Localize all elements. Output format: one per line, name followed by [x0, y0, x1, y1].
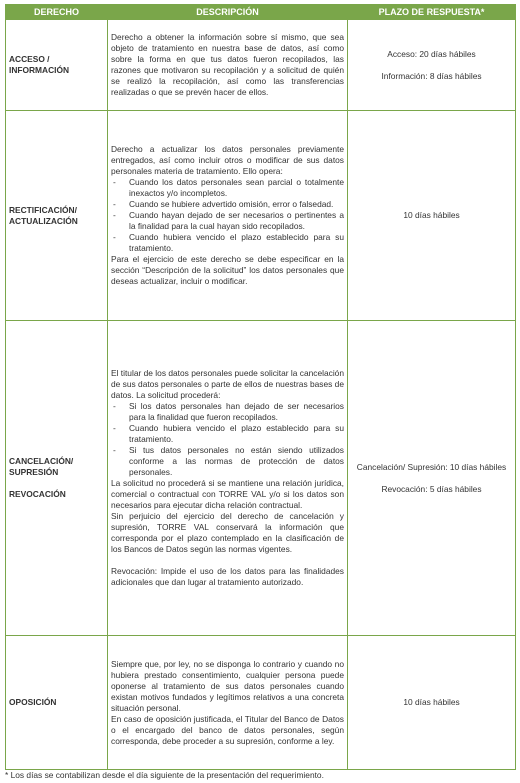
description-cancelacion: [108, 321, 348, 636]
term-text: 10 días hábiles: [403, 210, 460, 220]
header-derecho: DERECHO: [6, 5, 108, 20]
right-name-rectificacion: [6, 111, 108, 321]
right-name-line: CANCELACIÓN/: [9, 456, 74, 466]
right-name-line: ACCESO /: [9, 54, 50, 64]
description-text: El titular de los datos personales puede solicitar la cancelación de sus datos personales o parte de ellos de nuestras bases de datos. La solicitud procederá:: [111, 368, 344, 400]
table-row: [6, 321, 516, 636]
list-item: - Cuando los datos personales sean parcial o totalmente inexactos y/o incompletos.: [111, 177, 344, 199]
list-item: - Cuando hubiera vencido el plazo establecido para su tratamiento.: [111, 232, 344, 254]
right-name-cancelacion: [6, 321, 108, 636]
description-text: Derecho a obtener la información sobre sí mismo, que sea objeto de tratamiento en nuestra base de datos, así como sobre la forma en que tus datos fueron recopilados, las razones que motivaron su recopilación y a solicitud de quién se realizó la recopilación, así como las transferencias realizadas o que se prevén hacer de ellos.: [111, 32, 344, 97]
description-rectificacion: [108, 111, 348, 321]
header-plazo: PLAZO DE RESPUESTA*: [348, 5, 516, 20]
description-text: La solicitud no procederá si se mantiene una relación jurídica, comercial o contractual con TORRE VAL y/o si los datos son necesarios para ejecutar dicha relación contractual.: [111, 478, 344, 510]
term-text: Acceso: 20 días hábiles: [387, 48, 476, 59]
table-header-row: [6, 5, 516, 20]
condition-list: [111, 177, 344, 254]
list-item: - Cuando hubiera vencido el plazo establecido para su tratamiento.: [111, 423, 344, 445]
list-item: - Si los datos personales han dejado de ser necesarios para la finalidad que fueron recopilados.: [111, 401, 344, 423]
list-item: - Si tus datos personales no están siendo utilizados conforme a las normas de protección de datos personales.: [111, 445, 344, 478]
right-name-line: INFORMACIÓN: [9, 65, 70, 75]
term-text: Revocación: 5 días hábiles: [381, 483, 482, 494]
list-item: - Cuando se hubiere advertido omisión, error o falsedad.: [111, 199, 344, 210]
right-name-line: RECTIFICACIÓN/: [9, 204, 77, 215]
description-text: Para el ejercicio de este derecho se debe especificar en la sección “Descripción de la solicitud” los datos personales que deseas actualizar, incluir o modificar.: [111, 254, 344, 286]
footnote: * Los días se contabilizan desde el día siguiente de la presentación del requerimiento.: [5, 770, 324, 780]
table-row: [6, 20, 516, 111]
table-row: [6, 111, 516, 321]
right-name-line: SUPRESIÓN: [9, 467, 59, 477]
term-cancelacion: [348, 321, 516, 636]
description-text: Revocación: Impide el uso de los datos para las finalidades adicionales que dan lugar al tratamiento autorizado.: [111, 566, 344, 587]
description-text: Derecho a actualizar los datos personales previamente entregados, así como incluir otros o modificar de sus datos personales materia de tratamiento. Ello opera:: [111, 144, 344, 176]
term-text: 10 días hábiles: [403, 697, 460, 707]
right-name-oposicion: [6, 636, 108, 770]
table-row: [6, 636, 516, 770]
term-acceso: [348, 20, 516, 111]
description-text: Sin perjuicio del ejercicio del derecho de cancelación y supresión, TORRE VAL conservará la información que corresponda por el plazo contemplado en la clasificación de los Bancos de Datos según las normas vigentes.: [111, 511, 344, 554]
term-text: Cancelación/ Supresión: 10 días hábiles: [356, 461, 507, 472]
description-oposicion: [108, 636, 348, 770]
condition-list: [111, 401, 344, 478]
header-descripcion: DESCRIPCIÓN: [108, 5, 348, 20]
term-rectificacion: [348, 111, 516, 321]
list-item: - Cuando hayan dejado de ser necesarios o pertinentes a la finalidad para la cual hayan sido recopilados.: [111, 210, 344, 232]
term-oposicion: [348, 636, 516, 770]
description-text: En caso de oposición justificada, el Titular del Banco de Datos o el encargado del banco de datos personales, según corresponda, debe proceder a su supresión, conforme a ley.: [111, 713, 344, 746]
rights-table: [5, 4, 516, 770]
term-text: Información: 8 días hábiles: [381, 70, 482, 81]
description-acceso: [108, 20, 348, 111]
right-name-line: OPOSICIÓN: [9, 697, 57, 707]
description-text: Siempre que, por ley, no se disponga lo contrario y cuando no hubiera prestado consentimiento, cualquier persona puede oponerse al tratamiento de sus datos personales cuando existan motivos fundados y legítimos relativos a una concreta situación personal.: [111, 658, 344, 713]
right-name-line: REVOCACIÓN: [9, 489, 66, 499]
right-name-acceso: [6, 20, 108, 111]
right-name-line: ACTUALIZACIÓN: [9, 215, 78, 226]
